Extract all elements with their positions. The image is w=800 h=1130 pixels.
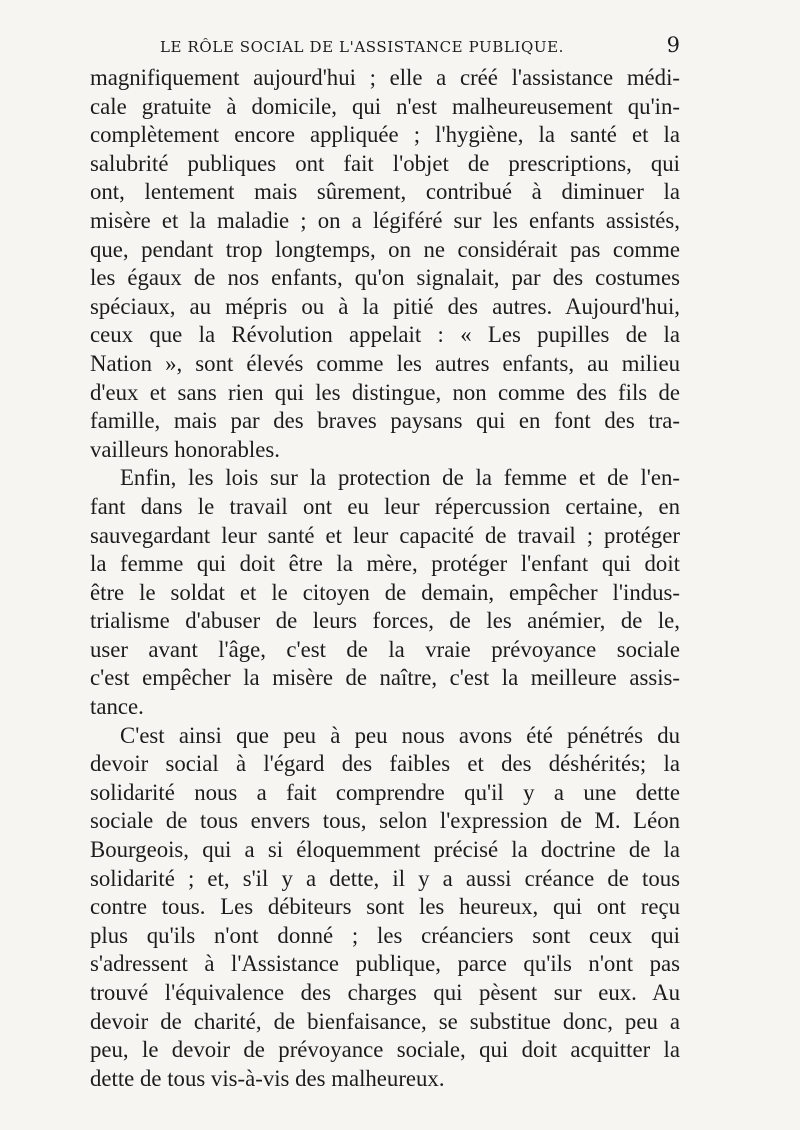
text-line: devoir de charité, de bienfaisance, se substitue donc, peu a [90, 1008, 680, 1034]
text-line: c'est empêcher la misère de naître, c'est la meilleure assis- [90, 665, 680, 691]
text-line: Enfin, les lois sur la protection de la femme et de l'en- [120, 465, 680, 491]
text-line: devoir social à l'égard des faibles et des déshérités; la [90, 751, 680, 777]
text-line: Nation », sont élevés comme les autres enfants, au milieu [90, 350, 680, 376]
text-line: sociale de tous envers tous, selon l'expression de M. Léon [90, 808, 680, 834]
text-line: cale gratuite à domicile, qui n'est malheureusement qu'in- [90, 93, 680, 119]
text-line: magnifiquement aujourd'hui ; elle a créé l'assistance médi- [90, 65, 680, 90]
text-line: Bourgeois, qui a si éloquemment précisé la doctrine de la [90, 837, 680, 863]
text-line: s'adressent à l'Assistance publique, parce qu'ils n'ont pas [90, 951, 680, 977]
text-line: trialisme d'abuser de leurs forces, de les anémier, de le, [90, 608, 680, 634]
text-line: ont, lentement mais sûrement, contribué à diminuer la [90, 179, 680, 205]
text-line: être le soldat et le citoyen de demain, empêcher l'indus- [90, 579, 680, 605]
text-line: plus qu'ils n'ont donné ; les créanciers sont ceux qui [90, 922, 680, 948]
page-number: 9 [666, 33, 680, 57]
text-line: C'est ainsi que peu à peu nous avons été pénétrés du [120, 722, 680, 748]
text-line: spéciaux, au mépris ou à la pitié des autres. Aujourd'hui, [90, 293, 680, 319]
text-line: d'eux et sans rien qui les distingue, non comme des fils de [90, 379, 680, 405]
text-line: solidarité ; et, s'il y a dette, il y a aussi créance de tous [90, 865, 680, 891]
paragraph [90, 64, 680, 464]
text-line: la femme qui doit être la mère, protéger l'enfant qui doit [90, 551, 680, 577]
running-title: LE RÔLE SOCIAL DE L'ASSISTANCE PUBLIQUE. [160, 38, 565, 56]
text-line: ceux que la Révolution appelait : « Les pupilles de la [90, 322, 680, 348]
text-line: les égaux de nos enfants, qu'on signalait, par des costumes [90, 265, 680, 291]
text-line: contre tous. Les débiteurs sont les heureux, qui ont reçu [90, 894, 680, 920]
text-line: complètement encore appliquée ; l'hygiène, la santé et la [90, 122, 680, 148]
body-text [90, 64, 680, 1093]
text-line: sauvegardant leur santé et leur capacité de travail ; protéger [90, 522, 680, 548]
text-line: misère et la maladie ; on a légiféré sur les enfants assistés, [90, 207, 680, 233]
text-line: peu, le devoir de prévoyance sociale, qui doit acquitter la [90, 1037, 680, 1063]
text-line: que, pendant trop longtemps, on ne considérait pas comme [90, 236, 680, 262]
text-line: famille, mais par des braves paysans qui en font des tra- [90, 408, 680, 434]
text-line: fant dans le travail ont eu leur répercussion certaine, en [90, 493, 680, 519]
text-line: solidarité nous a fait comprendre qu'il y a une dette [90, 779, 680, 805]
text-line: dette de tous vis-à-vis des malheureux. [90, 1065, 445, 1091]
text-line: vailleurs honorables. [90, 436, 280, 462]
paragraph [90, 464, 680, 721]
paragraph [90, 722, 680, 1094]
text-line: user avant l'âge, c'est de la vraie prévoyance sociale [90, 636, 680, 662]
text-line: trouvé l'équivalence des charges qui pèsent sur eux. Au [90, 980, 680, 1005]
page-header [90, 33, 680, 57]
text-line: tance. [90, 694, 144, 720]
text-line: salubrité publiques ont fait l'objet de prescriptions, qui [90, 150, 680, 176]
